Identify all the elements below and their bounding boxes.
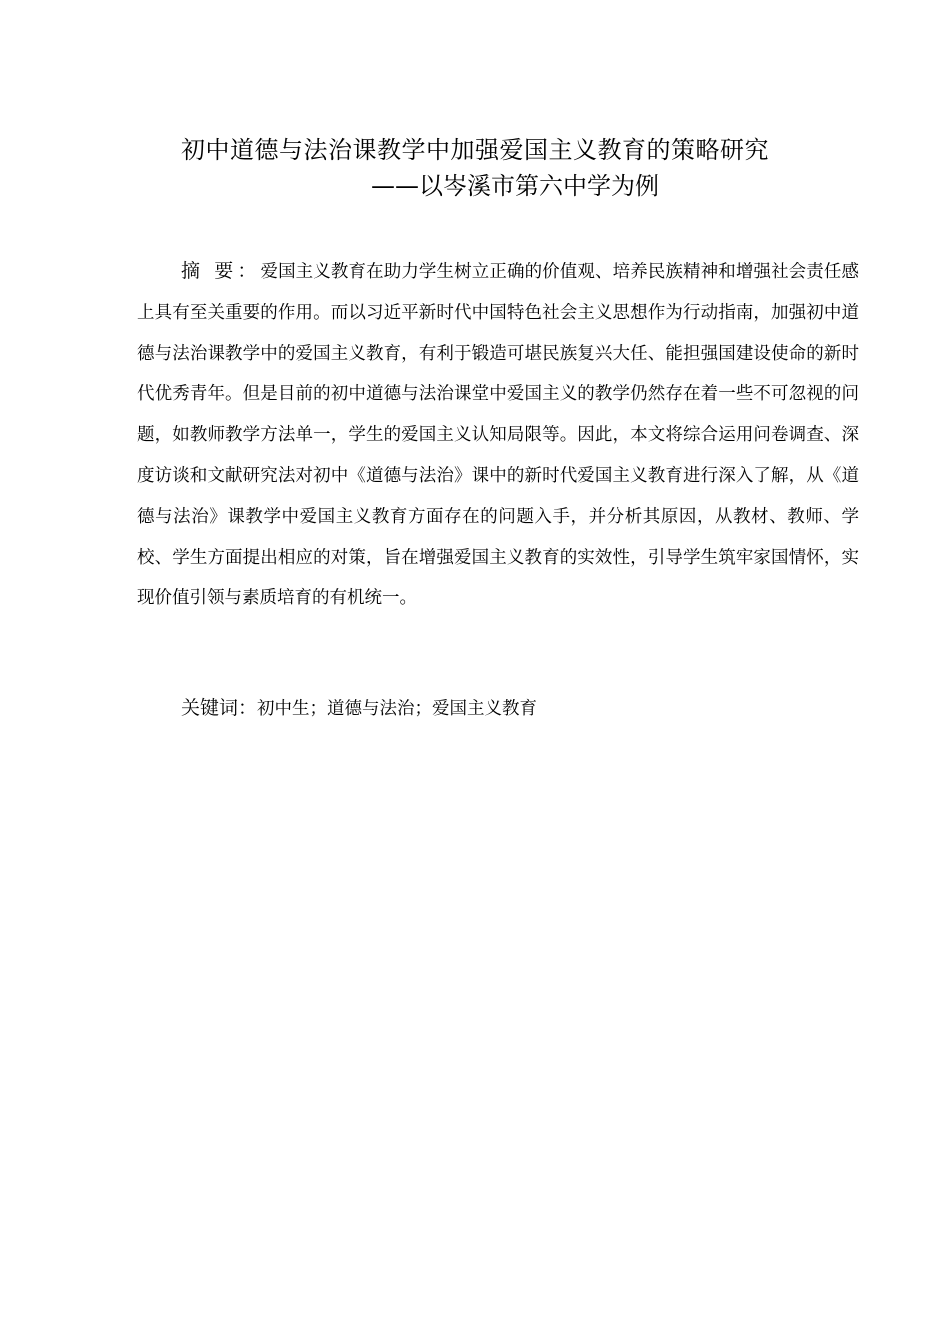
keywords-text: 初中生；道德与法治；爱国主义教育 [257, 699, 538, 719]
title-block [0, 132, 950, 204]
document-title: 初中道德与法治课教学中加强爱国主义教育的策略研究 [181, 136, 769, 164]
keywords-label: 关键词： [181, 697, 258, 719]
keywords-line [181, 693, 861, 724]
document-subtitle: ——以岑溪市第六中学为例 [371, 172, 659, 200]
abstract-label: 摘 要： [181, 260, 261, 282]
abstract-paragraph [137, 251, 859, 619]
abstract-text: 爱国主义教育在助力学生树立正确的价值观、培养民族精神和增强社会责任感上具有至关重要的作用。而以习近平新时代中国特色社会主义思想作为行动指南，加强初中道德与法治课教学中的爱国主义教育，有利于锻造可堪民族复兴大任、能担强国建设使命的新时代优秀青年。但是目前的初中道德与法治课堂中爱国主义的教学仍然存在着一些不可忽视的问题，如教师教学方法单一，学生的爱国主义认知局限等。因此，本文将综合运用问卷调查、深度访谈和文献研究法对初中《道德与法治》课中的新时代爱国主义教育进行深入了解，从《道德与法治》课教学中爱国主义教育方面存在的问题入手，并分析其原因，从教材、教师、学校、学生方面提出相应的对策，旨在增强爱国主义教育的实效性，引导学生筑牢家国情怀，实现价值引领与素质培育的有机统一。 [137, 262, 859, 609]
